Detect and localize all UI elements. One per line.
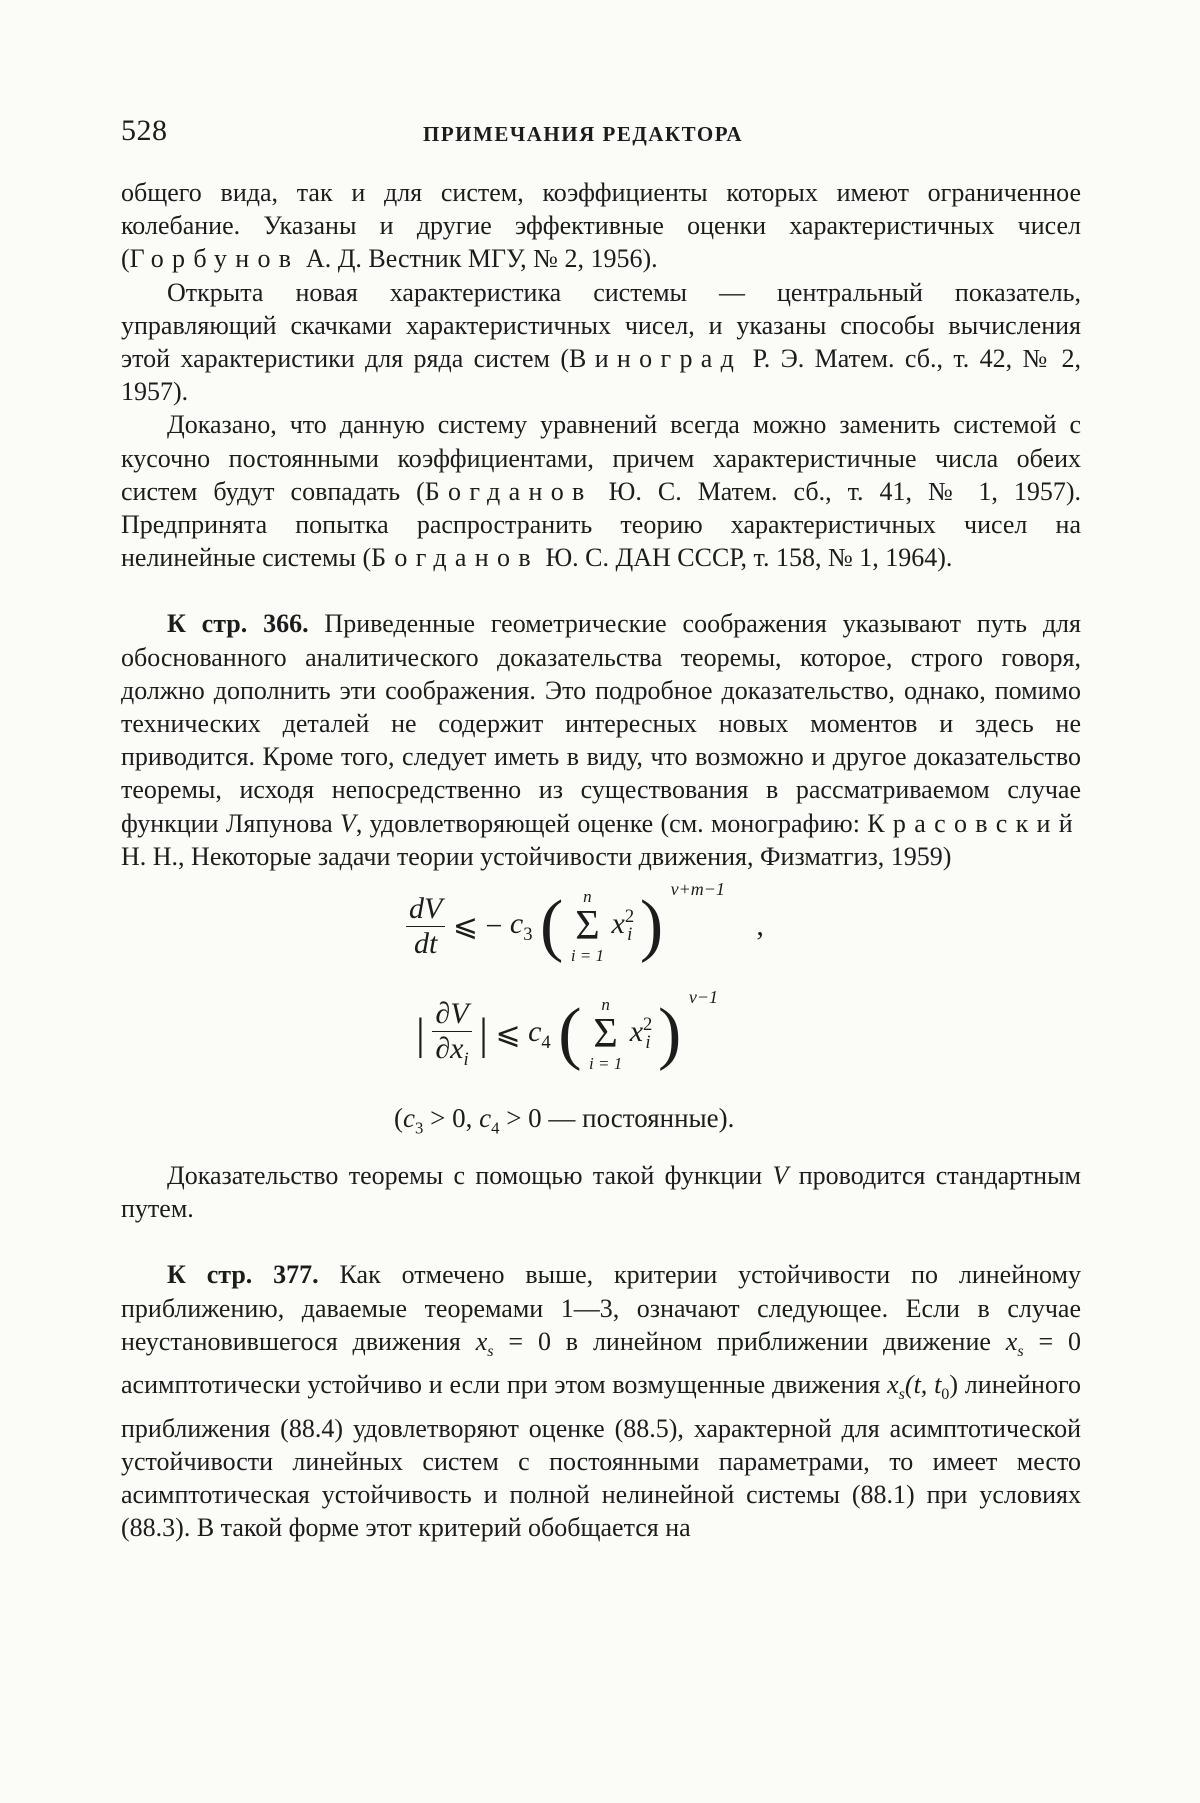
formula-3-c4-sub: 4 [491,1118,499,1137]
paragraph-4-tail: Н. Н., Некоторые задачи теории устойчивости движения, Физматгиз, 1959) [121,842,951,871]
formula-2-term [630,1015,651,1048]
paragraph-4-var: V [340,809,356,838]
paragraph-6-x2-sub: s [1017,1343,1023,1360]
paragraph-6-x3-close: ) [949,1370,958,1399]
formula-2-exponent: ν−1 [689,987,718,1007]
formula-3-part-2: > 0 — постоянные). [499,1103,734,1133]
formula-2-relation: ⩽ [495,1018,520,1051]
formula-2-den-sub: i [463,1049,468,1070]
formula-3-open: ( [394,1103,403,1133]
formula-2-abs-right: | [479,1010,488,1059]
formula-2-term-letter: x [630,1015,643,1048]
paragraph-4-lead: К стр. 366. [167,609,309,638]
formula-2-sum-lower: i = 1 [589,1055,622,1072]
section-gap-2 [121,1225,1081,1258]
book-page [0,0,1200,1803]
paragraph-2-author: Виноград [569,344,742,373]
paragraph-5 [121,1159,1081,1225]
formula-1-term-letter: x [612,907,625,940]
paragraph-6-x3: x [887,1370,899,1399]
formula-2-sum-upper: n [589,996,622,1013]
formula-2-fraction [432,997,471,1071]
paragraph-5-tail: проводится стандартным путем. [121,1161,1081,1223]
paragraph-6-x2: x [1006,1327,1018,1356]
paragraph-6-x3-sub: s [899,1386,905,1403]
paragraph-4-author: Красовский [867,809,1081,838]
formula-2-sum-symbol: Σ [589,1013,622,1055]
formula-block [121,879,1081,1151]
formula-1-right-paren: ) [640,887,663,964]
formula-1-term [612,907,633,940]
formula-1-comma: , [756,909,764,942]
paragraph-1-author: Горбунов [130,244,300,273]
formula-1-sum-upper: n [571,888,604,905]
formula-1-sum-lower: i = 1 [571,947,604,964]
formula-1 [406,879,764,964]
paragraph-2-text: Открыта новая характеристика системы — центральный показатель, управляющий скачками характеристичных чисел, и указаны способы вычисления этой характеристики для ряда систем ( [121,278,1081,373]
formula-2-left-paren: ( [558,995,581,1072]
paragraph-6-text-4: линейного приближения (88.4) удовлетворяют оценке (88.5), характерной для асимптотической устойчивости линейных систем с постоянными параметрами, то имеет место асимптотическая устойчивость и полной нелинейной системы (88.1) при условиях (88.3). В такой форме этот критерий обобщается на [121,1370,1081,1542]
paragraph-3-mid: Ю. С. Матем. сб., т. 41, № 1, 1957). Предпринята попытка распространить теорию характеристичных чисел на нелинейные системы ( [121,477,1081,572]
formula-2-numerator: ∂V [432,997,471,1032]
formula-2-right-paren: ) [658,995,681,1072]
paragraph-6-x3-args: (t, t [905,1370,941,1399]
paragraph-1-text: общего вида, так и для систем, коэффициенты которых имеют ограниченное колебание. Указаны и другие эффективные оценки характеристичных чисел ( [121,178,1081,273]
paragraph-5-text: Доказательство теоремы с помощью такой функции [167,1161,773,1190]
formula-3-c3: c [403,1103,415,1133]
paragraph-4 [121,607,1081,873]
formula-1-sum-symbol: Σ [571,905,604,947]
paragraph-2-tail: Р. Э. Матем. сб., т. 42, № 2, 1957). [121,344,1081,406]
paragraph-5-var: V [773,1161,789,1190]
formula-1-left-paren: ( [540,887,563,964]
formula-2-coef-sub: 4 [541,1032,550,1053]
page-number: 528 [121,114,168,148]
paragraph-6-text-2: = 0 в линейном приближении движение [494,1327,1006,1356]
paragraph-6 [121,1258,1081,1544]
formula-1-relation: ⩽ − [453,910,503,943]
formula-1-term-sup: 2 [625,906,634,927]
formula-2-term-sub: i [645,1032,650,1053]
paragraph-6-lead: К стр. 377. [167,1260,319,1289]
formula-2-coef-letter: c [528,1015,541,1048]
formula-1-exponent: ν+m−1 [671,879,725,899]
formula-2-coefficient [528,1015,551,1048]
formula-2-term-sup: 2 [643,1014,652,1035]
paragraph-3-text: Доказано, что данную систему уравнений всегда можно заменить системой с кусочно постоянными коэффициентами, причем характеристичные числа обеих систем будут совпадать ( [121,410,1081,505]
paragraph-3-author-1: Богданов [425,477,593,506]
formula-2-abs-left: | [416,1010,425,1059]
formula-1-numerator: dV [406,892,445,927]
formula-1-coef-letter: c [510,907,523,940]
formula-3-c4: c [479,1103,491,1133]
formula-2 [416,987,718,1072]
paragraph-4-text: Приведенные геометрические соображения указывают путь для обоснованного аналитического доказательства теоремы, которое, строго говоря, должно дополнить эти соображения. Это подробное доказательство, однако, помимо технических деталей не содержит интересных новых моментов и здесь не приводится. Кроме того, следует иметь в виду, что возможно и другое доказательство теоремы, исходя непосредственно из существования в рассматриваемом случае функции Ляпунова [121,609,1081,837]
paragraph-6-x3-args-sub: 0 [941,1386,949,1403]
page-header [121,114,1081,154]
formula-2-den-text: ∂x [435,1032,463,1065]
formula-2-denominator [432,1032,471,1071]
paragraph-3-author-2: Богданов [371,543,539,572]
paragraph-2 [121,276,1081,409]
page-body [121,176,1081,1544]
section-gap [121,574,1081,607]
formula-3-part-1: > 0, [423,1103,479,1133]
paragraph-1-tail: А. Д. Вестник МГУ, № 2, 1956). [299,244,657,273]
formula-2-sum [589,996,622,1072]
paragraph-3 [121,408,1081,574]
paragraph-1 [121,176,1081,276]
formula-3-c3-sub: 3 [415,1118,423,1137]
formula-1-coefficient [510,907,533,940]
paragraph-6-text-1: Как отмечено выше, критерии устойчивости по линейному приближению, даваемые теоремами 1—3, означают следующее. Если в случае неустановившегося движения [121,1260,1081,1355]
formula-3 [394,1103,734,1138]
formula-1-coef-sub: 3 [523,924,532,945]
paragraph-6-text-3: = 0 асимптотически устойчиво и если при этом возмущенные движения [121,1327,1081,1399]
formula-1-fraction [406,892,445,961]
formula-1-term-sub: i [627,924,632,945]
formula-1-sum [571,888,604,964]
paragraph-3-tail: Ю. С. ДАН СССР, т. 158, № 1, 1964). [539,543,952,572]
running-title: ПРИМЕЧАНИЯ РЕДАКТОРА [423,122,743,147]
paragraph-6-x1: x [476,1327,488,1356]
paragraph-4-text-2: , удовлетворяющей оценке (см. монографию: [356,809,867,838]
formula-1-denominator: dt [406,927,445,961]
paragraph-6-x1-sub: s [487,1343,493,1360]
